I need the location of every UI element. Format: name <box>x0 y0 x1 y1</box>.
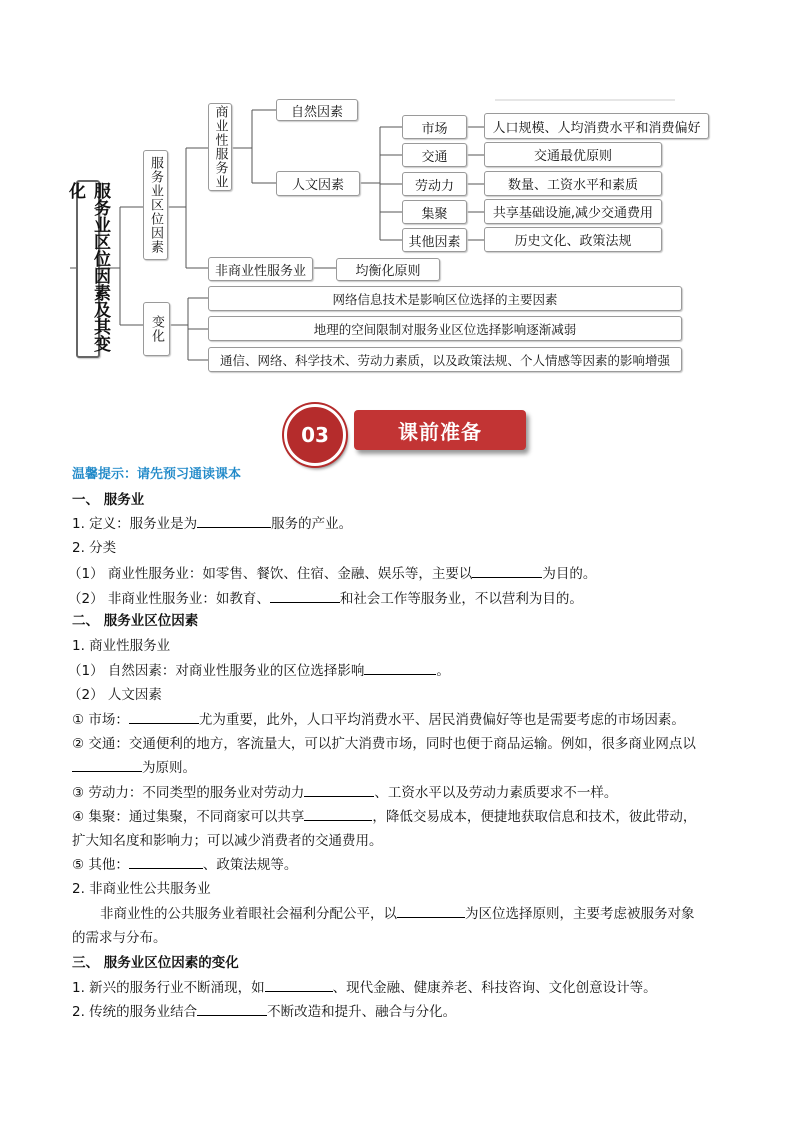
node-location-factors: 服务业区位因素 <box>143 150 168 260</box>
mindmap-root: 服务业区位因素及其变化 <box>76 180 100 358</box>
fill-blank[interactable] <box>364 660 436 675</box>
text-line: （1） 商业性服务业：如零售、餐饮、住宿、金融、娱乐等，主要以 为目的。 <box>68 562 754 586</box>
fill-blank[interactable] <box>270 588 340 603</box>
factor-name: 市场 <box>402 115 467 139</box>
section-heading: 二、 服务业区位因素 <box>72 613 199 629</box>
fill-blank[interactable] <box>197 513 271 528</box>
text-line: 2. 传统的服务业结合 不断改造和提升、融合与分化。 <box>72 1000 754 1024</box>
fill-blank[interactable] <box>397 903 465 918</box>
text-line: 的需求与分布。 <box>72 930 167 946</box>
fill-blank[interactable] <box>265 977 333 992</box>
factor-name: 劳动力 <box>402 172 467 196</box>
fill-blank[interactable] <box>129 854 203 869</box>
factor-detail: 交通最优原则 <box>484 142 662 167</box>
text-line: ③ 劳动力：不同类型的服务业对劳动力 、工资水平以及劳动力素质要求不一样。 <box>72 781 754 805</box>
factor-detail: 数量、工资水平和素质 <box>484 171 662 196</box>
fill-blank[interactable] <box>72 757 142 772</box>
text-line: 2. 分类 <box>72 540 117 556</box>
text-line: （2） 非商业性服务业：如教育、 和社会工作等服务业，不以营利为目的。 <box>68 587 754 611</box>
preview-hint: 温馨提示：请先预习通读课本 <box>72 467 242 482</box>
text-line: 1. 新兴的服务行业不断涌现，如 、现代金融、健康养老、科技咨询、文化创意设计等。 <box>72 976 754 1000</box>
text-line: 2. 非商业性公共服务业 <box>72 881 211 897</box>
text-line: （1） 自然因素：对商业性服务业的区位选择影响 。 <box>68 659 754 683</box>
text-line: ② 交通：交通便利的地方，客流量大，可以扩大消费市场，同时也便于商品运输。例如，很多商业网点以 <box>72 736 696 752</box>
fill-blank[interactable] <box>472 563 542 578</box>
node-non-commercial: 非商业性服务业 <box>208 257 313 281</box>
factor-name: 交通 <box>402 143 467 167</box>
text-line: （2） 人文因素 <box>68 687 162 703</box>
factor-name: 其他因素 <box>402 228 467 252</box>
fill-blank[interactable] <box>129 709 199 724</box>
text-line: 扩大知名度和影响力；可以减少消费者的交通费用。 <box>72 833 383 849</box>
change-item: 网络信息技术是影响区位选择的主要因素 <box>208 286 682 311</box>
section-heading: 一、 服务业 <box>72 492 145 508</box>
fill-blank[interactable] <box>304 806 372 821</box>
banner-number: 03 <box>284 404 346 466</box>
banner-title: 课前准备 <box>354 410 526 450</box>
factor-name: 集聚 <box>402 200 467 224</box>
text-line: 1. 定义：服务业是为 服务的产业。 <box>72 512 754 536</box>
text-line: ⑤ 其他： 、政策法规等。 <box>72 853 754 877</box>
node-human: 人文因素 <box>276 171 360 196</box>
text-line: 非商业性的公共服务业着眼社会福利分配公平，以 为区位选择原则，主要考虑被服务对象 <box>100 902 754 926</box>
factor-detail: 共享基础设施,减少交通费用 <box>484 199 662 224</box>
factor-detail: 人口规模、人均消费水平和消费偏好 <box>484 113 709 139</box>
factor-detail: 历史文化、政策法规 <box>484 227 662 252</box>
text-line: 1. 商业性服务业 <box>72 638 171 654</box>
section-banner <box>280 404 530 460</box>
change-item: 通信、网络、科学技术、劳动力素质，以及政策法规、个人情感等因素的影响增强 <box>208 347 682 372</box>
node-change: 变化 <box>143 302 170 356</box>
change-item: 地理的空间限制对服务业区位选择影响逐渐减弱 <box>208 316 682 341</box>
text-line: 为原则。 <box>72 756 754 780</box>
text-line: ① 市场： 尤为重要，此外，人口平均消费水平、居民消费偏好等也是需要考虑的市场因素。 <box>72 708 754 732</box>
node-natural: 自然因素 <box>276 99 358 121</box>
node-balance-principle: 均衡化原则 <box>336 258 440 281</box>
fill-blank[interactable] <box>197 1001 267 1016</box>
fill-blank[interactable] <box>304 782 374 797</box>
node-commercial: 商业性服务业 <box>208 103 232 191</box>
text-line: ④ 集聚：通过集聚，不同商家可以共享 ，降低交易成本，便捷地获取信息和技术，彼此带动， <box>72 805 754 829</box>
section-heading: 三、 服务业区位因素的变化 <box>72 955 239 971</box>
